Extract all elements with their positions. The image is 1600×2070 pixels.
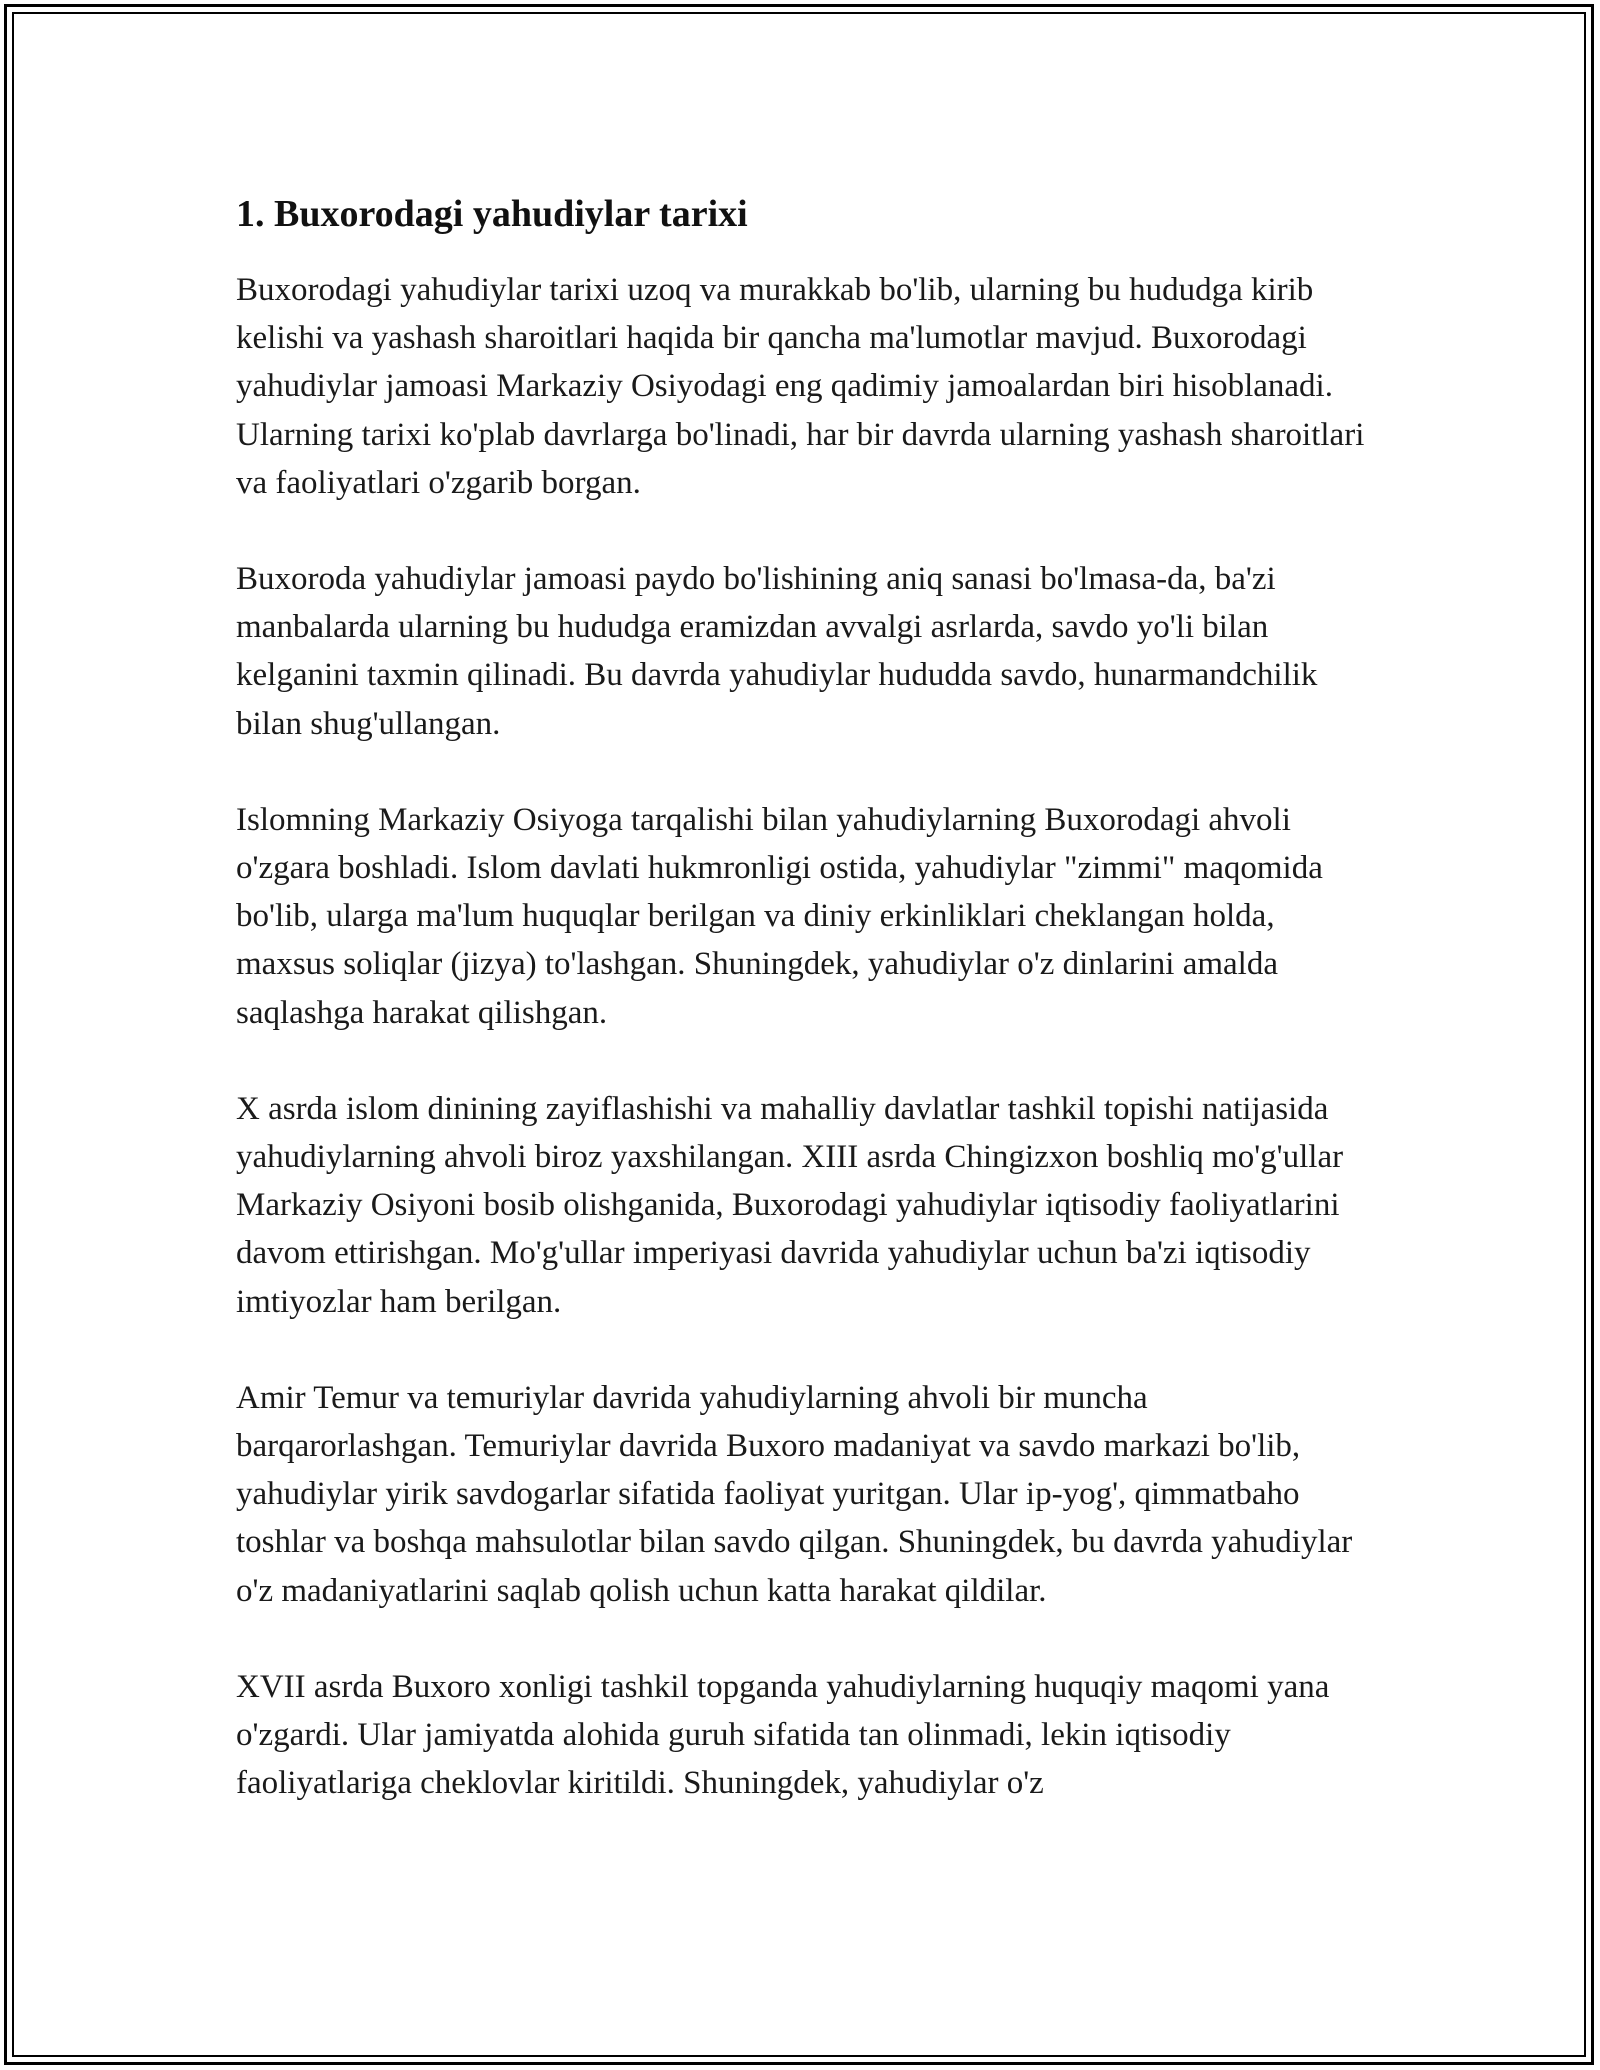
document-body bbox=[236, 186, 1366, 1855]
paragraph-5: Amir Temur va temuriylar davrida yahudiylarning ahvoli bir muncha barqarorlashgan. Temuriylar davrida Buxoro madaniyat va savdo markazi bo'lib, yahudiylar yirik savdogarlar sifatida faoliyat yuritgan. Ular ip-yog', qimmatbaho toshlar va boshqa mahsulotlar bilan savdo qilgan. Shuningdek, bu davrda yahudiylar o'z madaniyatlarini saqlab qolish uchun katta harakat qildilar. bbox=[236, 1379, 1353, 1609]
paragraph-2: Buxoroda yahudiylar jamoasi paydo bo'lishining aniq sanasi bo'lmasa-da, ba'zi manbalarda ularning bu hududga eramizdan avvalgi asrlarda, savdo yo'li bilan kelganini taxmin qilinadi. Bu davrda yahudiylar hududda savdo, hunarmandchilik bilan shug'ullangan. bbox=[236, 561, 1318, 742]
paragraph-1: Buxorodagi yahudiylar tarixi uzoq va murakkab bo'lib, ularning bu hududga kirib kelishi va yashash sharoitlari haqida bir qancha ma'lumotlar mavjud. Buxorodagi yahudiylar jamoasi Markaziy Osiyodagi eng qadimiy jamoalardan biri hisoblanadi. Ularning tarixi ko'plab davrlarga bo'linadi, har bir davrda ularning yashash sharoitlari va faoliyatlari o'zgarib borgan. bbox=[236, 272, 1365, 501]
paragraph-3: Islomning Markaziy Osiyoga tarqalishi bilan yahudiylarning Buxorodagi ahvoli o'zgara boshladi. Islom davlati hukmronligi ostida, yahudiylar "zimmi" maqomida bo'lib, ularga ma'lum huquqlar berilgan va diniy erkinliklari cheklangan holda, maxsus soliqlar (jizya) to'lashgan. Shuningdek, yahudiylar o'z dinlarini amalda saqlashga harakat qilishgan. bbox=[236, 801, 1323, 1031]
paragraph-4: X asrda islom dinining zayiflashishi va mahalliy davlatlar tashkil topishi natijasida yahudiylarning ahvoli biroz yaxshilangan. XIII asrda Chingizxon boshliq mo'g'ullar Markaziy Osiyoni bosib olishganida, Buxorodagi yahudiylar iqtisodiy faoliyatlarini davom ettirishgan. Mo'g'ullar imperiyasi davrida yahudiylar uchun ba'zi iqtisodiy imtiyozlar ham berilgan. bbox=[236, 1090, 1344, 1320]
paragraph-6: XVII asrda Buxoro xonligi tashkil topganda yahudiylarning huquqiy maqomi yana o'zgardi. Ular jamiyatda alohida guruh sifatida tan olinmadi, lekin iqtisodiy faoliyatlariga cheklovlar kiritildi. Shuningdek, yahudiylar o'z bbox=[236, 1668, 1330, 1802]
section-heading: 1. Buxorodagi yahudiylar tarixi bbox=[236, 193, 748, 235]
